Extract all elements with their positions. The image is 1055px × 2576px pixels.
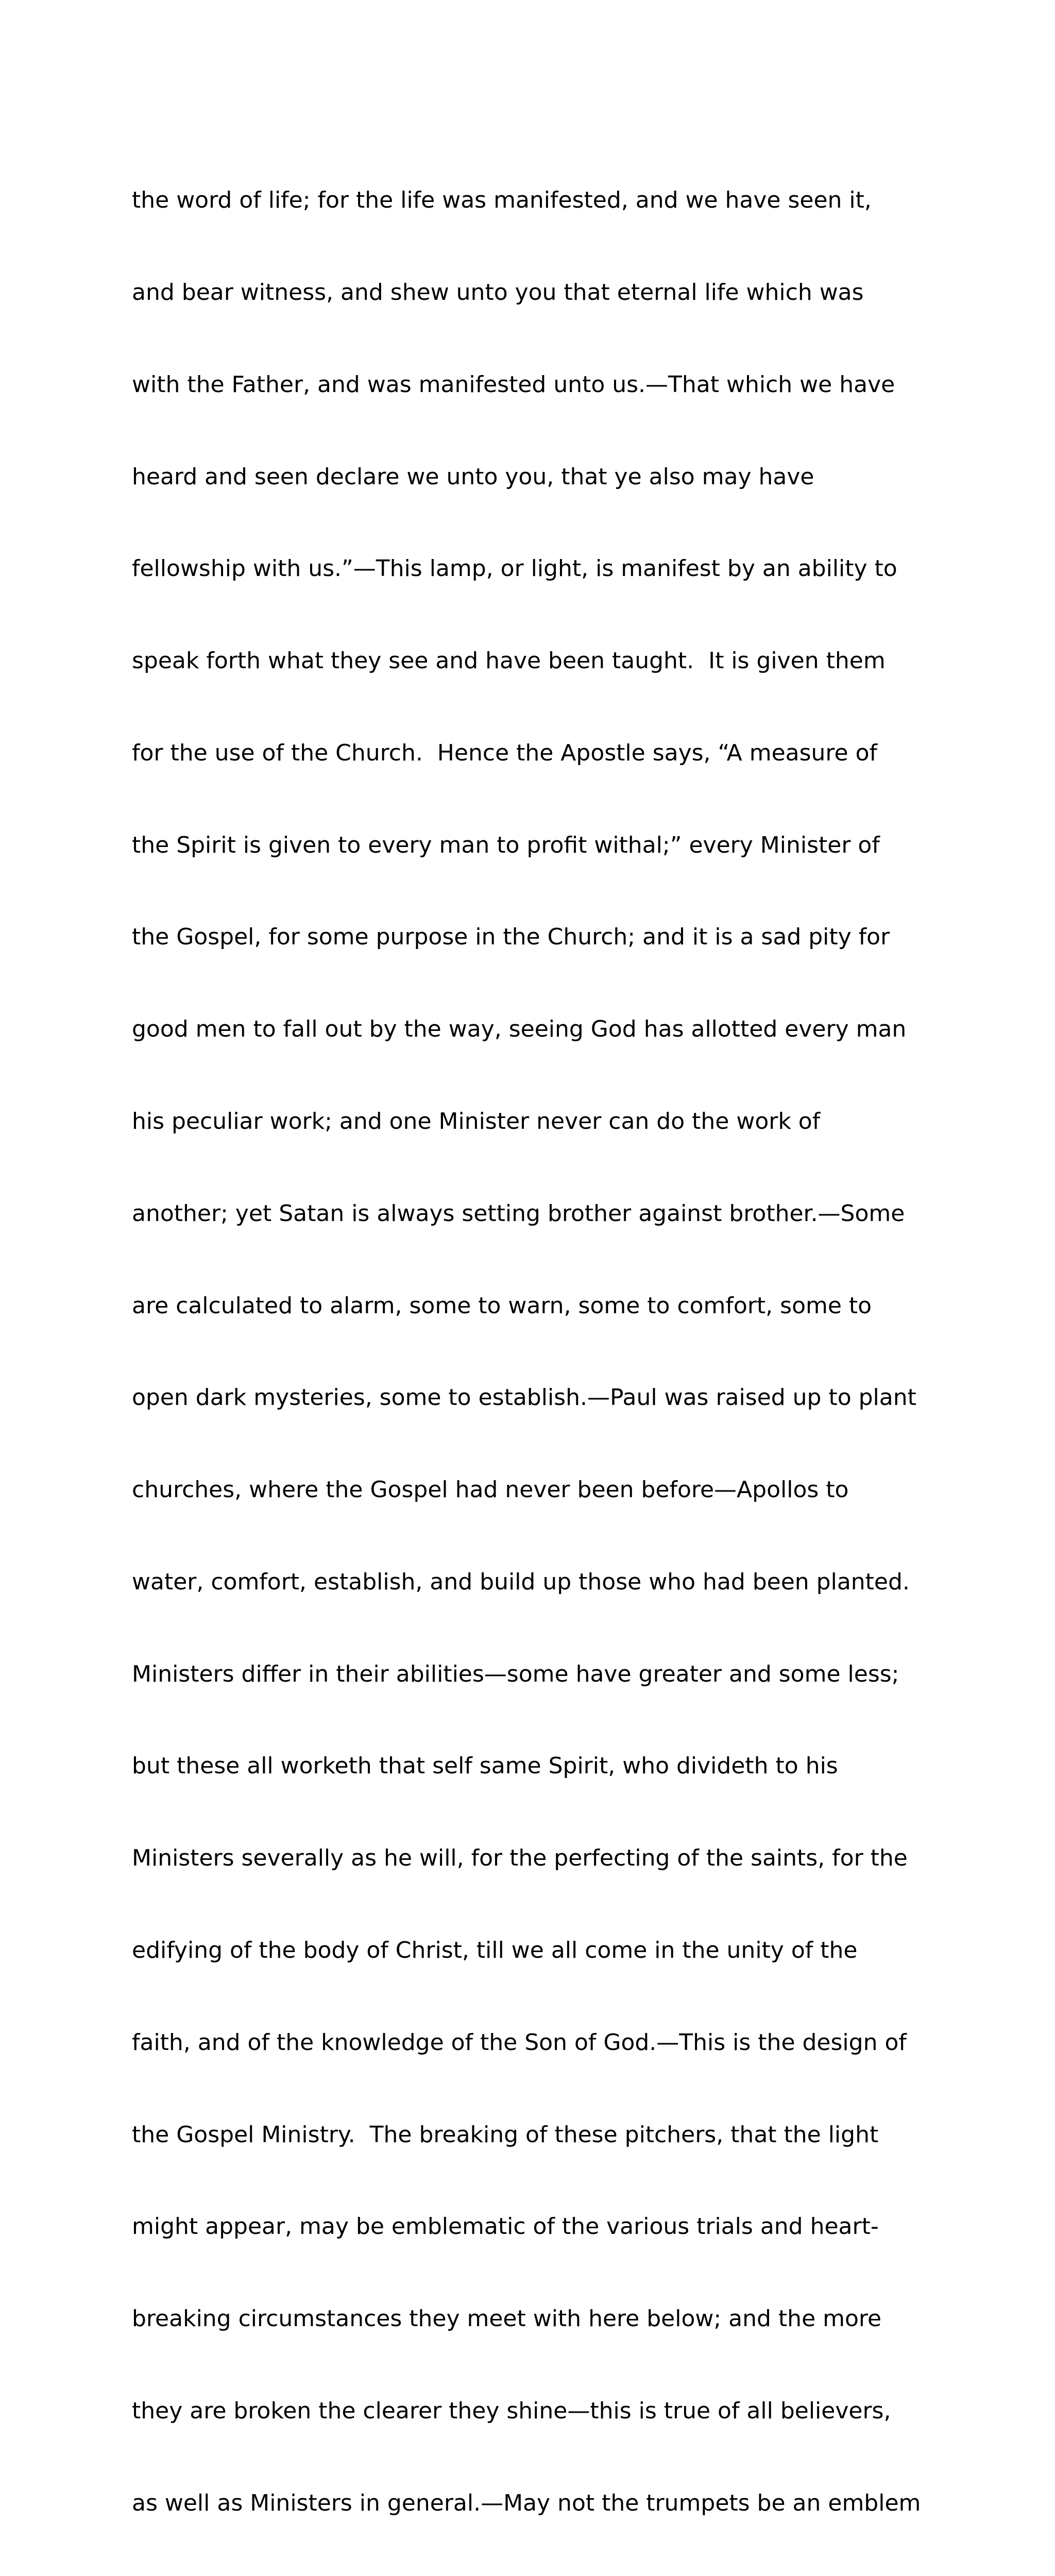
- text-line: the word of life; for the life was manifested, and we have seen it,: [132, 187, 872, 214]
- text-line: but these all worketh that self same Spirit, who divideth to his: [132, 1753, 838, 1780]
- text-line: the Gospel, for some purpose in the Church; and it is a sad pity for: [132, 924, 890, 951]
- text-line: the Spirit is given to every man to profit withal;” every Minister of: [132, 832, 880, 858]
- text-line: open dark mysteries, some to establish.—Paul was raised up to plant: [132, 1384, 916, 1411]
- text-line: they are broken the clearer they shine—this is true of all believers,: [132, 2397, 891, 2424]
- text-line: as well as Ministers in general.—May not the trumpets be an emblem: [132, 2489, 921, 2516]
- text-line: churches, where the Gospel had never been before—Apollos to: [132, 1477, 849, 1503]
- text-line: and bear witness, and shew unto you that eternal life which was: [132, 279, 864, 306]
- text-line: water, comfort, establish, and build up those who had been planted.: [132, 1568, 910, 1595]
- body-text: [132, 124, 935, 2576]
- text-line: faith, and of the knowledge of the Son of God.—This is the design of: [132, 2029, 907, 2056]
- text-line: speak forth what they see and have been taught. It is given them: [132, 648, 886, 674]
- text-line: the Gospel Ministry. The breaking of these pitchers, that the light: [132, 2121, 879, 2148]
- text-line: breaking circumstances they meet with here below; and the more: [132, 2306, 882, 2332]
- text-line: edifying of the body of Christ, till we all come in the unity of the: [132, 1937, 858, 1964]
- text-line: his peculiar work; and one Minister never can do the work of: [132, 1108, 821, 1134]
- text-line: fellowship with us.”—This lamp, or light, is manifest by an ability to: [132, 555, 897, 582]
- text-line: another; yet Satan is always setting brother against brother.—Some: [132, 1200, 905, 1227]
- text-line: heard and seen declare we unto you, that ye also may have: [132, 463, 814, 490]
- text-line: good men to fall out by the way, seeing God has allotted every man: [132, 1016, 907, 1043]
- text-line: Ministers severally as he will, for the perfecting of the saints, for the: [132, 1845, 908, 1872]
- text-line: with the Father, and was manifested unto us.—That which we have: [132, 371, 895, 398]
- text-line: for the use of the Church. Hence the Apostle says, “A measure of: [132, 739, 878, 766]
- text-line: might appear, may be emblematic of the various trials and heart-: [132, 2213, 879, 2240]
- text-line: Ministers differ in their abilities—some have greater and some less;: [132, 1660, 899, 1687]
- text-line: are calculated to alarm, some to warn, some to comfort, some to: [132, 1292, 872, 1319]
